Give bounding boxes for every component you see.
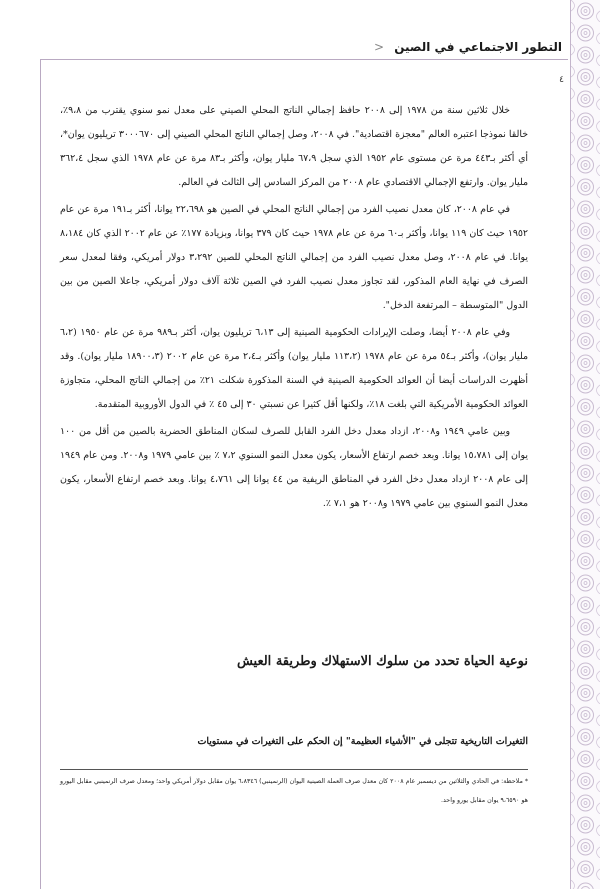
- paragraph: في عام ٢٠٠٨، كان معدل نصيب الفرد من إجمالي الناتج المحلي في الصين هو ٢٢،٦٩٨ يوانا، أكثر بـ١٩١ مرة عن عام ١٩٥٢ حيث كان ١١٩ يوانا، وأكثر بـ٦٠ مرة عن عام ١٩٧٨ حيث كان ٣٧٩ يوانا، وبزيادة ١٧٧٪ عن عام ٢٠٠٢ الذي كان ٨،١٨٤ يوانا. في عام ٢٠٠٨، وصل معدل نصيب الفرد من إجمالي الناتج المحلي للصين ٣،٢٩٢ دولار أمريكي، وفقا لمعدل سعر الصرف في نهاية العام المذكور، لقد تجاوز معدل نصيب الفرد في الصين ثلاثة آلاف دولار أمريكي، جاعلا الصين من بين الدول "المتوسطة – المرتفعة الدخل".: [60, 204, 529, 311]
- section-intro: التغيرات التاريخية تتجلى في "الأشياء العظيمة" إن الحكم على التغيرات في مستويات: [197, 736, 528, 747]
- paragraph: خلال ثلاثين سنة من ١٩٧٨ إلى ٢٠٠٨ حافظ إجمالي الناتج المحلي الصيني على معدل نمو سنوي يقترب من ٩،٨٪، خالقا نموذجا اعتبره العالم "معجزة اقتصادية". في ٢٠٠٨، وصل إجمالي الناتج المحلي الصيني إلى ٣٠٠٠٦٧٠ تريليون يوان*، أي أكثر بـ٤٤٣ مرة عن مستوى عام ١٩٥٢ الذي سجل ٦٧،٩ مليار يوان، وأكثر بـ٨٣ مرة عن عام ١٩٧٨ الذي سجل ٣٦٢،٤ مليار يوان. وارتفع الإجمالي الاقتصادي عام ٢٠٠٨ من المركز السادس إلى الثالث في العالم.: [60, 105, 529, 188]
- section-heading: نوعية الحياة تحدد من سلوك الاستهلاك وطريقة العيش: [236, 654, 528, 669]
- running-header: [0, 0, 600, 62]
- header-title: التطور الاجتماعي في الصين: [394, 40, 562, 54]
- decorative-swirl-border: [570, 0, 600, 889]
- footnote: * ملاحظة: في الحادي والثلاثين من ديسمبر عام ٢٠٠٨ كان معدل صرف العملة الصينية اليوان (الرنمينبي) ٦،٨٣٤٦ يوان مقابل دولار أمريكي واحد؛ ومعدل صرف الرنمينبي مقابل اليورو هو ٩،٦٥٩٠ يوان مقابل يورو واحد.: [60, 769, 528, 810]
- header-arrow-icon: <: [373, 40, 385, 54]
- page-number: ٤: [559, 75, 564, 85]
- body-text: [60, 99, 528, 519]
- paragraph: وفي عام ٢٠٠٨ أيضا، وصلت الإيرادات الحكومية الصينية إلى ٦،١٣ تريليون يوان، أكثر بـ٩٨٩ مرة عن عام ١٩٥٠ (٦،٢ مليار يوان)، وأكثر بـ٥٤ مرة عن عام ١٩٧٨ (١١٣،٢ مليار يوان) وأكثر بـ٢،٤ مرة عن عام ٢٠٠٢ (١٨٩٠٠،٣ مليار يوان). وقد أظهرت الدراسات أيضا أن العوائد الحكومية الصينية في السنة المذكورة شكلت ٢١٪ من إجمالي الناتج المحلي، متجاوزة العوائد الحكومية الأمريكية التي بلغت ١٨٪، ولكنها أقل كثيرا عن نسبتي ٣٠ إلى ٤٥ ٪ في الدول الأوروبية المتقدمة.: [60, 327, 529, 410]
- margin-rule: [40, 60, 41, 889]
- header-rule: [40, 59, 568, 60]
- paragraph: وبين عامي ١٩٤٩ و٢٠٠٨، ازداد معدل دخل الفرد القابل للصرف لسكان المناطق الحضرية بالصين من أقل من ١٠٠ يوان إلى ١٥،٧٨١ يوانا. وبعد خصم ارتفاع الأسعار، يكون معدل النمو السنوي ٧،٢ ٪ بين عامي ١٩٧٩ و٢٠٠٨. ومن عام ١٩٤٩ إلى عام ٢٠٠٨ ازداد معدل دخل الفرد في المناطق الريفية من ٤٤ يوانا إلى ٤،٧٦١ يوانا. وبعد خصم ارتفاع الأسعار، يكون معدل النمو السنوي بين عامي ١٩٧٩ و٢٠٠٨ هو ٧،١ ٪.: [60, 426, 528, 509]
- header-title-row: [374, 40, 562, 54]
